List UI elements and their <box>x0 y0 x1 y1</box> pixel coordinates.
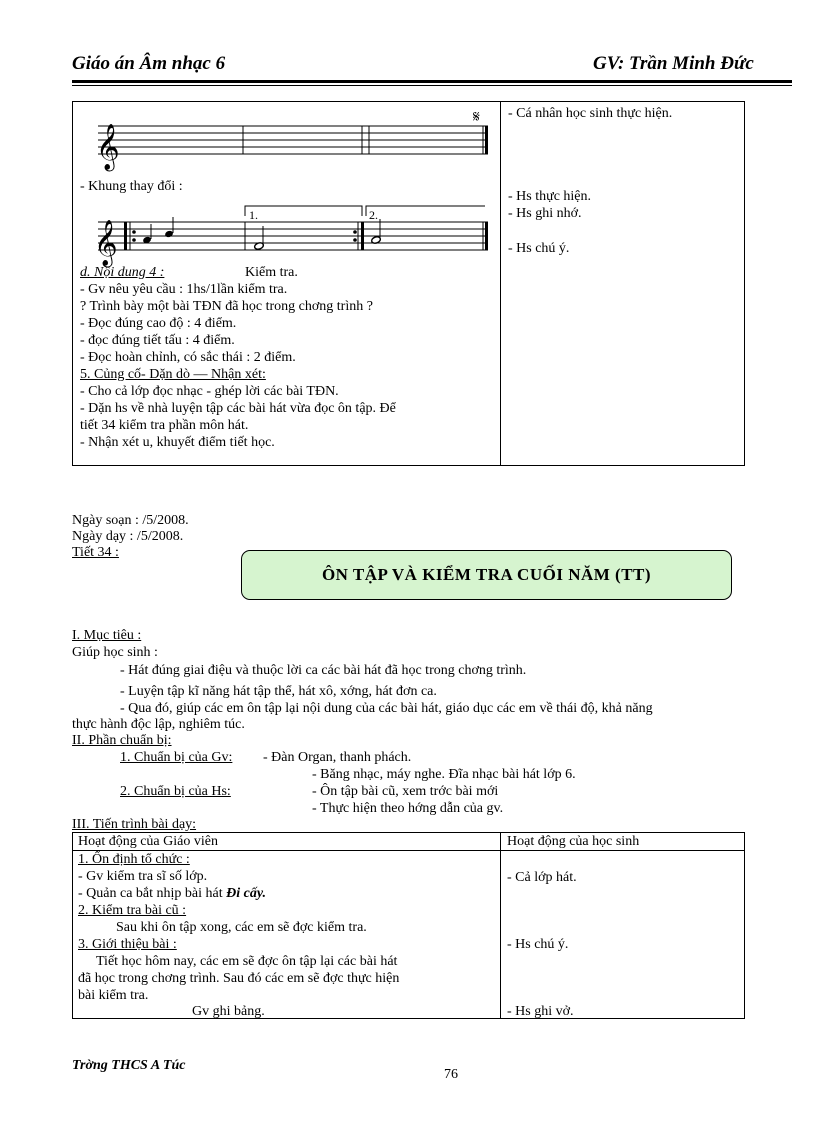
teacher-line: - Gv nêu yêu cầu : 1hs/1lần kiểm tra. <box>80 282 288 297</box>
activity-table-header-rule <box>72 850 745 851</box>
header-rule-thin <box>72 85 792 86</box>
page-number: 76 <box>444 1067 458 1082</box>
lesson-title-box <box>241 550 732 600</box>
student-line: - Hs chú ý. <box>508 241 570 256</box>
chuan-bi-gv-item: - Đàn Organ, thanh phách. <box>263 750 412 765</box>
student-line: - Hs thực hiện. <box>508 189 592 204</box>
gv-line: đã học trong chơng trình. Sau đó các em sẽ đợc thực hiện <box>78 971 400 986</box>
noi-dung-4-label <box>80 265 164 281</box>
tien-trinh-heading: III. Tiến trình bài dạy: <box>72 817 197 832</box>
treble-clef-icon: 𝄞 <box>94 220 118 266</box>
header-rule-thick <box>72 80 792 83</box>
gioi-thieu-heading: 3. Giới thiệu bài : <box>78 937 177 952</box>
teacher-line: - đọc đúng tiết tấu : 4 điểm. <box>80 333 235 348</box>
gv-line: Tiết học hôm nay, các em sẽ đợc ôn tập lại các bài hát <box>96 954 398 969</box>
teacher-line: - Cho cả lớp đọc nhạc - ghép lời các bài TĐN. <box>80 384 339 399</box>
gv-line <box>78 886 266 902</box>
muc-tieu-intro: Giúp học sinh : <box>72 645 158 660</box>
muc-tieu-item: - Qua đó, giúp các em ôn tập lại nội dung của các bài hát, giáo dục các em về thái độ, khả năng <box>120 701 653 716</box>
col-header-hs: Hoạt động của học sinh <box>507 834 640 849</box>
student-line: - Hs ghi nhớ. <box>508 206 582 221</box>
teacher-line: tiết 34 kiểm tra phần môn hát. <box>80 418 249 433</box>
chuan-bi-hs-label: 2. Chuẩn bị của Hs: <box>120 784 231 799</box>
quan-ca-text: - Quản ca bắt nhịp bài hát <box>78 886 227 901</box>
gv-line: Gv ghi bảng. <box>192 1004 265 1019</box>
on-dinh-heading: 1. Ổn định tổ chức : <box>78 852 190 867</box>
noi-dung-4-heading: d. Nội dung 4 : <box>80 265 165 280</box>
student-line: - Cá nhân học sinh thực hiện. <box>508 106 673 121</box>
hs-line: - Hs chú ý. <box>507 937 569 952</box>
hs-line: - Hs ghi vở. <box>507 1004 574 1019</box>
khung-thay-doi-label: - Khung thay đổi : <box>80 179 183 194</box>
top-table-divider <box>500 101 501 466</box>
segno-icon: 𝄋 <box>473 108 480 126</box>
chuan-bi-heading: II. Phần chuẩn bị: <box>72 733 172 748</box>
teacher-line: - Nhận xét u, khuyết điểm tiết học. <box>80 435 275 450</box>
volta-2-label: 2. <box>369 208 378 222</box>
hs-line: - Cả lớp hát. <box>507 870 577 885</box>
teacher-line: - Đọc đúng cao độ : 4 điểm. <box>80 316 237 331</box>
cung-co-heading: 5. Củng cố- Dặn dò — Nhận xét: <box>80 367 266 382</box>
muc-tieu-item: thực hành độc lập, nghiêm túc. <box>72 717 245 732</box>
header-right: GV: Trần Minh Đức <box>593 53 754 74</box>
gv-line: - Gv kiểm tra sĩ số lớp. <box>78 869 208 884</box>
tiet-label: Tiết 34 : <box>72 545 119 560</box>
header-left: Giáo án Âm nhạc 6 <box>72 53 226 74</box>
ngay-soan: Ngày soạn : /5/2008. <box>72 513 189 528</box>
treble-clef-icon: 𝄞 <box>96 124 120 170</box>
gv-line: bài kiểm tra. <box>78 988 149 1003</box>
music-staff-1 <box>90 108 490 173</box>
muc-tieu-item: - Hát đúng giai điệu và thuộc lời ca các bài hát đã học trong chơng trình. <box>120 663 527 678</box>
muc-tieu-item: - Luyện tập kĩ năng hát tập thể, hát xô, xớng, hát đơn ca. <box>120 684 437 699</box>
ngay-day: Ngày dạy : /5/2008. <box>72 529 184 544</box>
gv-line: Sau khi ôn tập xong, các em sẽ đợc kiểm tra. <box>116 920 367 935</box>
activity-table-divider <box>500 832 501 1019</box>
chuan-bi-gv-item: - Băng nhạc, máy nghe. Đĩa nhạc bài hát lớp 6. <box>312 767 576 782</box>
song-title: Đi cấy. <box>226 886 267 901</box>
col-header-gv: Hoạt động của Giáo viên <box>78 834 218 849</box>
noi-dung-4-value: Kiểm tra. <box>245 265 298 280</box>
chuan-bi-hs-item: - Thực hiện theo hớng dẫn của gv. <box>312 801 504 816</box>
footer-school: Trờng THCS A Túc <box>72 1058 186 1073</box>
teacher-line: - Đọc hoàn chỉnh, có sắc thái : 2 điểm. <box>80 350 296 365</box>
chuan-bi-hs-item: - Ôn tập bài cũ, xem trớc bài mới <box>312 784 499 799</box>
teacher-line: ? Trình bày một bài TĐN đã học trong chơng trình ? <box>80 299 373 314</box>
chuan-bi-gv-label: 1. Chuẩn bị của Gv: <box>120 750 233 765</box>
volta-1-label: 1. <box>249 208 258 222</box>
teacher-line: - Dặn hs về nhà luyện tập các bài hát vừa đọc ôn tập. Để <box>80 401 396 416</box>
muc-tieu-heading: I. Mục tiêu : <box>72 628 142 643</box>
lesson-title: ÔN TẬP VÀ KIỂM TRA CUỐI NĂM (TT) <box>321 565 652 584</box>
kiem-tra-bai-cu-heading: 2. Kiểm tra bài cũ : <box>78 903 187 918</box>
music-staff-2 <box>90 202 490 268</box>
